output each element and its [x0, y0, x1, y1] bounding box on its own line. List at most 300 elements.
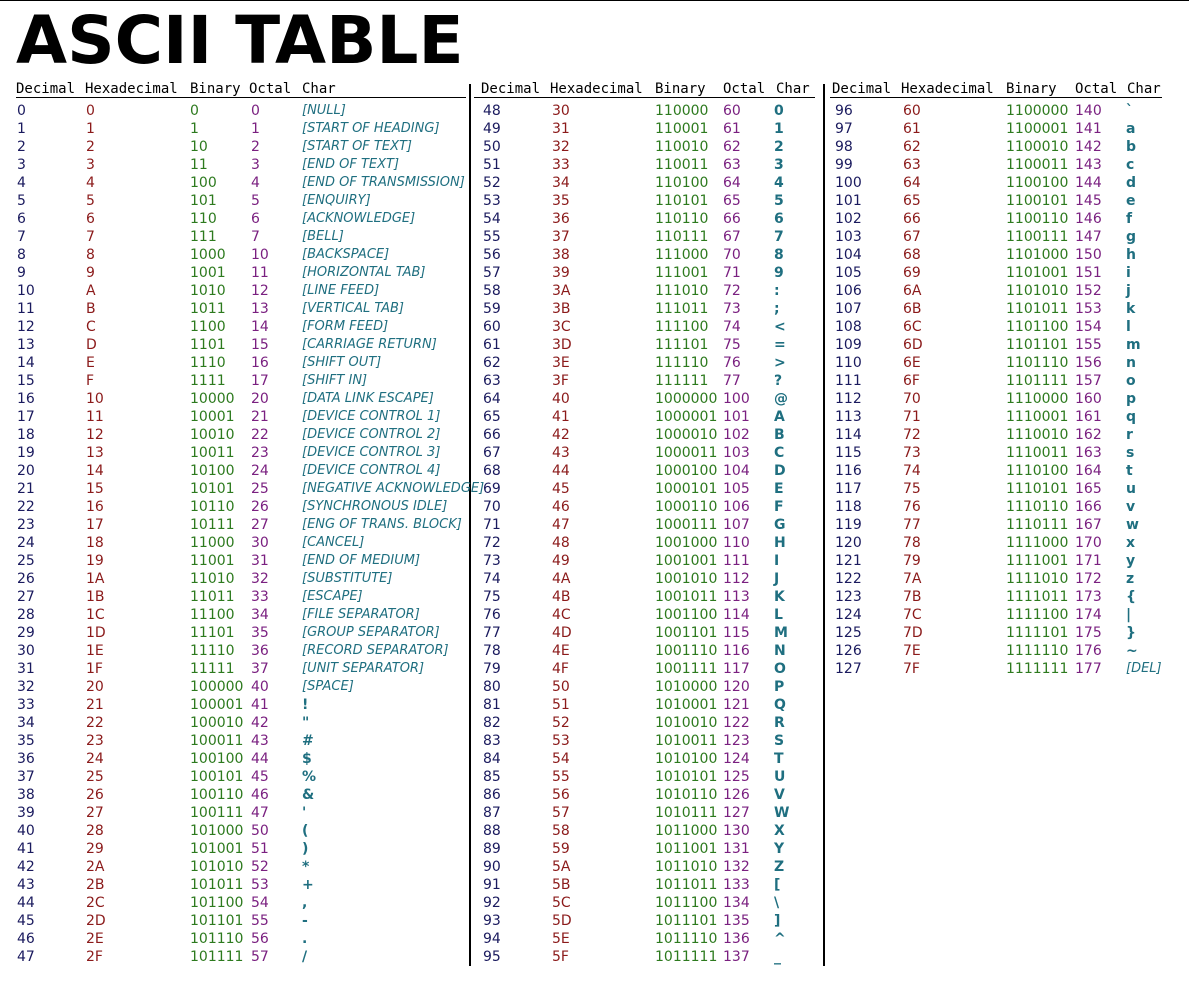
hexadecimal-cell: 65 [903, 193, 921, 209]
char-cell: { [1126, 589, 1136, 605]
hexadecimal-cell: 49 [552, 553, 570, 569]
octal-cell: 50 [251, 823, 269, 839]
binary-cell: 10100 [190, 463, 235, 479]
hexadecimal-cell: 43 [552, 445, 570, 461]
decimal-cell: 62 [483, 355, 501, 371]
decimal-cell: 126 [835, 643, 862, 659]
binary-cell: 1011 [190, 301, 226, 317]
octal-cell: 147 [1075, 229, 1102, 245]
hexadecimal-cell: 5F [552, 949, 569, 965]
char-cell: [DEVICE CONTROL 4] [302, 463, 441, 478]
hexadecimal-cell: 40 [552, 391, 570, 407]
header-decimal: Decimal [832, 81, 892, 97]
char-cell: j [1126, 283, 1131, 299]
hexadecimal-cell: 58 [552, 823, 570, 839]
hexadecimal-cell: 42 [552, 427, 570, 443]
char-cell: a [1126, 121, 1136, 137]
hexadecimal-cell: 7F [903, 661, 920, 677]
binary-cell: 101100 [190, 895, 244, 911]
page-title: ASCII TABLE [16, 2, 464, 79]
hexadecimal-cell: 17 [86, 517, 104, 533]
octal-cell: 45 [251, 769, 269, 785]
char-cell: l [1126, 319, 1131, 335]
char-cell: s [1126, 445, 1135, 461]
decimal-cell: 10 [17, 283, 35, 299]
binary-cell: 1011101 [655, 913, 718, 929]
binary-cell: 1110001 [1006, 409, 1069, 425]
octal-cell: 172 [1075, 571, 1102, 587]
octal-cell: 16 [251, 355, 269, 371]
octal-cell: 113 [723, 589, 750, 605]
octal-cell: 106 [723, 499, 750, 515]
binary-cell: 1001010 [655, 571, 718, 587]
octal-cell: 34 [251, 607, 269, 623]
decimal-cell: 12 [17, 319, 35, 335]
char-cell: \ [774, 895, 780, 911]
hexadecimal-cell: 50 [552, 679, 570, 695]
decimal-cell: 3 [17, 157, 26, 173]
octal-cell: 63 [723, 157, 741, 173]
binary-cell: 100000 [190, 679, 244, 695]
binary-cell: 1010 [190, 283, 226, 299]
decimal-cell: 63 [483, 373, 501, 389]
decimal-cell: 56 [483, 247, 501, 263]
decimal-cell: 118 [835, 499, 862, 515]
decimal-cell: 41 [17, 841, 35, 857]
char-cell: 2 [774, 139, 784, 155]
decimal-cell: 97 [835, 121, 853, 137]
hexadecimal-cell: 18 [86, 535, 104, 551]
decimal-cell: 43 [17, 877, 35, 893]
hexadecimal-cell: 2A [86, 859, 105, 875]
column-separator [469, 84, 471, 966]
hexadecimal-cell: 75 [903, 481, 921, 497]
hexadecimal-cell: 5 [86, 193, 95, 209]
hexadecimal-cell: 41 [552, 409, 570, 425]
binary-cell: 11001 [190, 553, 235, 569]
char-cell: N [774, 643, 786, 659]
octal-cell: 150 [1075, 247, 1102, 263]
binary-cell: 1111000 [1006, 535, 1069, 551]
char-cell: [END OF TEXT] [302, 157, 400, 172]
char-cell: * [302, 859, 310, 875]
decimal-cell: 110 [835, 355, 862, 371]
octal-cell: 137 [723, 949, 750, 965]
char-cell: u [1126, 481, 1136, 497]
char-cell: : [774, 283, 780, 299]
octal-cell: 117 [723, 661, 750, 677]
char-cell: g [1126, 229, 1137, 245]
decimal-cell: 30 [17, 643, 35, 659]
hexadecimal-cell: 67 [903, 229, 921, 245]
octal-cell: 65 [723, 193, 741, 209]
octal-cell: 146 [1075, 211, 1102, 227]
octal-cell: 2 [251, 139, 260, 155]
octal-cell: 24 [251, 463, 269, 479]
octal-cell: 54 [251, 895, 269, 911]
binary-cell: 1000101 [655, 481, 718, 497]
hexadecimal-cell: 79 [903, 553, 921, 569]
decimal-cell: 95 [483, 949, 501, 965]
decimal-cell: 29 [17, 625, 35, 641]
header-binary: Binary [190, 81, 241, 97]
binary-cell: 10000 [190, 391, 235, 407]
binary-cell: 1010000 [655, 679, 718, 695]
binary-cell: 111011 [655, 301, 709, 317]
hexadecimal-cell: 6F [903, 373, 920, 389]
binary-cell: 1101111 [1006, 373, 1069, 389]
octal-cell: 64 [723, 175, 741, 191]
binary-cell: 1001101 [655, 625, 718, 641]
decimal-cell: 36 [17, 751, 35, 767]
char-cell: H [774, 535, 786, 551]
char-cell: 3 [774, 157, 784, 173]
char-cell: [END OF TRANSMISSION] [302, 175, 465, 190]
decimal-cell: 88 [483, 823, 501, 839]
char-cell: ' [302, 805, 307, 821]
decimal-cell: 74 [483, 571, 501, 587]
binary-cell: 1001111 [655, 661, 718, 677]
decimal-cell: 107 [835, 301, 862, 317]
hexadecimal-cell: 59 [552, 841, 570, 857]
char-cell: [FORM FEED] [302, 319, 389, 334]
binary-cell: 1100001 [1006, 121, 1069, 137]
header-char: Char [1127, 81, 1161, 97]
hexadecimal-cell: 3C [552, 319, 571, 335]
hexadecimal-cell: 6B [903, 301, 922, 317]
decimal-cell: 91 [483, 877, 501, 893]
char-cell: A [774, 409, 785, 425]
hexadecimal-cell: 20 [86, 679, 104, 695]
octal-cell: 104 [723, 463, 750, 479]
octal-cell: 47 [251, 805, 269, 821]
binary-cell: 1101011 [1006, 301, 1069, 317]
octal-cell: 72 [723, 283, 741, 299]
char-cell: G [774, 517, 786, 533]
decimal-cell: 33 [17, 697, 35, 713]
char-cell: [SHIFT IN] [302, 373, 368, 388]
octal-cell: 32 [251, 571, 269, 587]
binary-cell: 11010 [190, 571, 235, 587]
char-cell: U [774, 769, 786, 785]
hexadecimal-cell: 70 [903, 391, 921, 407]
binary-cell: 1 [190, 121, 199, 137]
char-cell: t [1126, 463, 1133, 479]
hexadecimal-cell: 14 [86, 463, 104, 479]
hexadecimal-cell: 3F [552, 373, 569, 389]
hexadecimal-cell: 66 [903, 211, 921, 227]
char-cell: ^ [774, 931, 786, 947]
hexadecimal-cell: 6A [903, 283, 922, 299]
decimal-cell: 40 [17, 823, 35, 839]
char-cell: x [1126, 535, 1136, 551]
char-cell: D [774, 463, 786, 479]
decimal-cell: 99 [835, 157, 853, 173]
char-cell: [SUBSTITUTE] [302, 571, 393, 586]
decimal-cell: 80 [483, 679, 501, 695]
char-cell: & [302, 787, 315, 803]
decimal-cell: 1 [17, 121, 26, 137]
char-cell: O [774, 661, 786, 677]
octal-cell: 56 [251, 931, 269, 947]
char-cell: [GROUP SEPARATOR] [302, 625, 440, 640]
hexadecimal-cell: 10 [86, 391, 104, 407]
decimal-cell: 57 [483, 265, 501, 281]
octal-cell: 141 [1075, 121, 1102, 137]
binary-cell: 1101010 [1006, 283, 1069, 299]
octal-cell: 111 [723, 553, 750, 569]
hexadecimal-cell: 7 [86, 229, 95, 245]
hexadecimal-cell: 1D [86, 625, 106, 641]
char-cell: c [1126, 157, 1135, 173]
binary-cell: 1101000 [1006, 247, 1069, 263]
decimal-cell: 125 [835, 625, 862, 641]
octal-cell: 0 [251, 103, 260, 119]
decimal-cell: 89 [483, 841, 501, 857]
octal-cell: 143 [1075, 157, 1102, 173]
binary-cell: 1010001 [655, 697, 718, 713]
char-cell: < [774, 319, 786, 335]
char-cell: R [774, 715, 785, 731]
hexadecimal-cell: 35 [552, 193, 570, 209]
hexadecimal-cell: E [86, 355, 95, 371]
char-cell: X [774, 823, 785, 839]
binary-cell: 1110 [190, 355, 226, 371]
char-cell: = [774, 337, 786, 353]
binary-cell: 11 [190, 157, 208, 173]
hexadecimal-cell: 4F [552, 661, 569, 677]
octal-cell: 1 [251, 121, 260, 137]
char-cell: [CANCEL] [302, 535, 365, 550]
octal-cell: 103 [723, 445, 750, 461]
octal-cell: 17 [251, 373, 269, 389]
char-cell: [ESCAPE] [302, 589, 363, 604]
char-cell: f [1126, 211, 1133, 227]
binary-cell: 101011 [190, 877, 244, 893]
binary-cell: 10011 [190, 445, 235, 461]
decimal-cell: 75 [483, 589, 501, 605]
char-cell: 9 [774, 265, 784, 281]
hexadecimal-cell: 1E [86, 643, 104, 659]
hexadecimal-cell: 76 [903, 499, 921, 515]
decimal-cell: 103 [835, 229, 862, 245]
octal-cell: 55 [251, 913, 269, 929]
char-cell: } [1126, 625, 1136, 641]
octal-cell: 27 [251, 517, 269, 533]
octal-cell: 6 [251, 211, 260, 227]
octal-cell: 66 [723, 211, 741, 227]
octal-cell: 74 [723, 319, 741, 335]
binary-cell: 1111001 [1006, 553, 1069, 569]
binary-cell: 110001 [655, 121, 709, 137]
octal-cell: 23 [251, 445, 269, 461]
decimal-cell: 52 [483, 175, 501, 191]
octal-cell: 42 [251, 715, 269, 731]
octal-cell: 133 [723, 877, 750, 893]
hexadecimal-cell: 57 [552, 805, 570, 821]
decimal-cell: 13 [17, 337, 35, 353]
binary-cell: 110100 [655, 175, 709, 191]
decimal-cell: 76 [483, 607, 501, 623]
char-cell: , [302, 895, 308, 911]
hexadecimal-cell: 62 [903, 139, 921, 155]
decimal-cell: 72 [483, 535, 501, 551]
hexadecimal-cell: 4B [552, 589, 571, 605]
char-cell: [CARRIAGE RETURN] [302, 337, 437, 352]
hexadecimal-cell: 63 [903, 157, 921, 173]
octal-cell: 11 [251, 265, 269, 281]
char-cell: . [302, 931, 308, 947]
octal-cell: 105 [723, 481, 750, 497]
char-cell: i [1126, 265, 1131, 281]
decimal-cell: 84 [483, 751, 501, 767]
decimal-cell: 8 [17, 247, 26, 263]
hexadecimal-cell: 3E [552, 355, 570, 371]
octal-cell: 160 [1075, 391, 1102, 407]
char-cell: y [1126, 553, 1136, 569]
binary-cell: 1100010 [1006, 139, 1069, 155]
hexadecimal-cell: 28 [86, 823, 104, 839]
char-cell: o [1126, 373, 1136, 389]
binary-cell: 1001011 [655, 589, 718, 605]
binary-cell: 1111101 [1006, 625, 1069, 641]
decimal-cell: 44 [17, 895, 35, 911]
decimal-cell: 77 [483, 625, 501, 641]
decimal-cell: 49 [483, 121, 501, 137]
header-binary: Binary [655, 81, 706, 97]
char-cell: [NULL] [302, 103, 346, 118]
decimal-cell: 65 [483, 409, 501, 425]
char-cell: J [774, 571, 780, 587]
char-cell: v [1126, 499, 1136, 515]
decimal-cell: 123 [835, 589, 862, 605]
octal-cell: 114 [723, 607, 750, 623]
header-decimal: Decimal [16, 81, 76, 97]
binary-cell: 110101 [655, 193, 709, 209]
binary-cell: 1000 [190, 247, 226, 263]
char-cell: [ [774, 877, 781, 893]
binary-cell: 111101 [655, 337, 709, 353]
binary-cell: 10110 [190, 499, 235, 515]
decimal-cell: 16 [17, 391, 35, 407]
binary-cell: 1000000 [655, 391, 718, 407]
octal-cell: 152 [1075, 283, 1102, 299]
hexadecimal-cell: 1C [86, 607, 105, 623]
char-cell: | [1126, 607, 1132, 623]
header-hexadecimal: Hexadecimal [550, 81, 643, 97]
binary-cell: 1000111 [655, 517, 718, 533]
octal-cell: 37 [251, 661, 269, 677]
decimal-cell: 23 [17, 517, 35, 533]
hexadecimal-cell: 72 [903, 427, 921, 443]
char-cell: W [774, 805, 790, 821]
hexadecimal-cell: 1B [86, 589, 105, 605]
binary-cell: 1101 [190, 337, 226, 353]
hexadecimal-cell: 6E [903, 355, 921, 371]
hexadecimal-cell: 11 [86, 409, 104, 425]
octal-cell: 107 [723, 517, 750, 533]
decimal-cell: 68 [483, 463, 501, 479]
binary-cell: 1001100 [655, 607, 718, 623]
char-cell: ` [1126, 103, 1133, 119]
octal-cell: 25 [251, 481, 269, 497]
decimal-cell: 64 [483, 391, 501, 407]
decimal-cell: 11 [17, 301, 35, 317]
octal-cell: 121 [723, 697, 750, 713]
char-cell: [DEL] [1126, 661, 1162, 676]
binary-cell: 0 [190, 103, 199, 119]
char-cell: [HORIZONTAL TAB] [302, 265, 426, 280]
octal-cell: 13 [251, 301, 269, 317]
char-cell: I [774, 553, 780, 569]
binary-cell: 1110110 [1006, 499, 1069, 515]
binary-cell: 1100100 [1006, 175, 1069, 191]
octal-cell: 134 [723, 895, 750, 911]
header-octal: Octal [1075, 81, 1118, 97]
hexadecimal-cell: 78 [903, 535, 921, 551]
octal-cell: 102 [723, 427, 750, 443]
hexadecimal-cell: 26 [86, 787, 104, 803]
char-cell: [DEVICE CONTROL 1] [302, 409, 441, 424]
char-cell: [ACKNOWLEDGE] [302, 211, 416, 226]
binary-cell: 11000 [190, 535, 235, 551]
hexadecimal-cell: 5B [552, 877, 571, 893]
octal-cell: 41 [251, 697, 269, 713]
decimal-cell: 119 [835, 517, 862, 533]
hexadecimal-cell: 25 [86, 769, 104, 785]
binary-cell: 111000 [655, 247, 709, 263]
hexadecimal-cell: 39 [552, 265, 570, 281]
decimal-cell: 50 [483, 139, 501, 155]
hexadecimal-cell: 68 [903, 247, 921, 263]
hexadecimal-cell: 34 [552, 175, 570, 191]
hexadecimal-cell: 46 [552, 499, 570, 515]
hexadecimal-cell: 5C [552, 895, 571, 911]
binary-cell: 1110000 [1006, 391, 1069, 407]
char-cell: 4 [774, 175, 784, 191]
octal-cell: 40 [251, 679, 269, 695]
decimal-cell: 96 [835, 103, 853, 119]
binary-cell: 100111 [190, 805, 244, 821]
decimal-cell: 90 [483, 859, 501, 875]
octal-cell: 140 [1075, 103, 1102, 119]
binary-cell: 100011 [190, 733, 244, 749]
octal-cell: 167 [1075, 517, 1102, 533]
octal-cell: 144 [1075, 175, 1102, 191]
binary-cell: 1010101 [655, 769, 718, 785]
octal-cell: 166 [1075, 499, 1102, 515]
hexadecimal-cell: 2D [86, 913, 106, 929]
hexadecimal-cell: 9 [86, 265, 95, 281]
hexadecimal-cell: 6C [903, 319, 922, 335]
char-cell: L [774, 607, 783, 623]
binary-cell: 1010100 [655, 751, 718, 767]
octal-cell: 171 [1075, 553, 1102, 569]
char-cell: C [774, 445, 785, 461]
binary-cell: 1110111 [1006, 517, 1069, 533]
hexadecimal-cell: 23 [86, 733, 104, 749]
char-cell: K [774, 589, 785, 605]
decimal-cell: 105 [835, 265, 862, 281]
decimal-cell: 104 [835, 247, 862, 263]
hexadecimal-cell: 5A [552, 859, 571, 875]
binary-cell: 101111 [190, 949, 244, 965]
hexadecimal-cell: 32 [552, 139, 570, 155]
decimal-cell: 19 [17, 445, 35, 461]
hexadecimal-cell: 0 [86, 103, 95, 119]
char-cell: ( [302, 823, 309, 839]
octal-cell: 3 [251, 157, 260, 173]
